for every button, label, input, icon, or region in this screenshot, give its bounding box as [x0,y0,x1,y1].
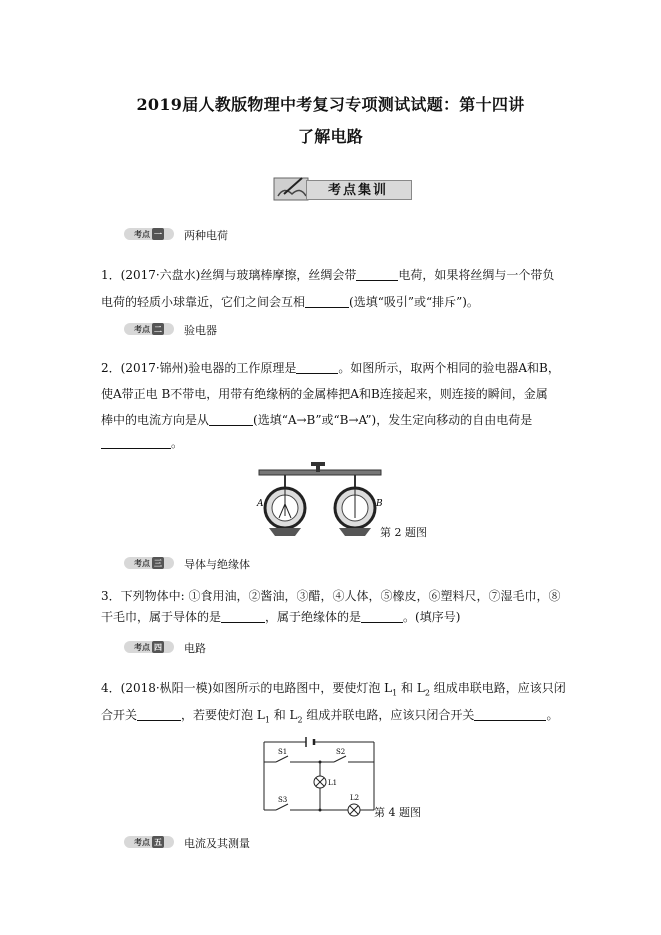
section-label: 两种电荷 [184,229,228,242]
section-tag: 考点 三 [124,557,174,569]
answer-blank[interactable] [474,707,546,721]
section-tag: 考点 二 [124,323,174,335]
electroscope-figure [255,458,385,540]
question-2-line3: 棒中的电流方向是从 (选填“A→B”或“B→A”)，发生定向移动的自由电荷是 [101,413,533,427]
question-1-line2: 电荷的轻质小球靠近，它们之间会互相 (选填“吸引”或“排斥”)。 [101,295,479,309]
answer-blank[interactable] [361,609,403,623]
question-2-line4: 。 [101,432,183,454]
electroscope-label-a: A [257,499,264,509]
answer-blank[interactable] [305,294,349,308]
answer-blank[interactable] [356,267,398,281]
figure-2-caption: 第 2 题图 [380,526,427,539]
section-label: 验电器 [184,324,217,337]
switch-s2-label: S2 [336,748,346,756]
section-label: 导体与绝缘体 [184,558,250,571]
question-2-line2: 使A带正电 B不带电，用带有绝缘柄的金属棒把A和B连接起来，则连接的瞬间，金属 [101,387,548,401]
document-title-line2: 了解电路 [297,127,364,146]
answer-blank[interactable] [101,435,171,449]
section-tag: 考点 一 [124,228,174,240]
question-4-line1: 4．(2018·枞阳一模)如图所示的电路图中，要使灯泡 $L_1$ 和 $L_2$ 组成串联电路，应该只闭 [101,681,566,698]
section-banner [272,174,412,202]
answer-blank[interactable] [137,707,181,721]
section-tag: 考点 四 [124,641,174,653]
electroscope-label-b: B [376,499,383,509]
circuit-diagram [258,732,380,820]
answer-blank[interactable] [209,412,253,426]
question-3-line1: 3．下列物体中: ①食用油，②酱油，③醋，④人体，⑤橡皮，⑥塑料尺，⑦湿毛巾，⑧ [101,589,561,603]
question-2-line1: 2．(2017·锦州)验电器的工作原理是 。如图所示，取两个相同的验电器A和B， [101,361,560,375]
section-tag: 考点 五 [124,836,174,848]
question-3-line2: 干毛巾，属于导体的是 ，属于绝缘体的是 。(填序号) [101,610,461,624]
question-1-line1: 1．(2017·六盘水)丝绸与玻璃棒摩擦，丝绸会带 电荷，如果将丝绸与一个带负 [101,268,555,282]
switch-s3-label: S3 [278,796,288,804]
section-label: 电路 [184,642,206,655]
banner-title: 考点集训 [328,183,389,198]
answer-blank[interactable] [221,609,265,623]
lamp-l1-label: L1 [328,779,338,787]
answer-blank[interactable] [296,360,338,374]
lamp-l2-label: L2 [350,794,360,802]
question-4-line2: 合开关 ，若要使灯泡 $L_1$ 和 $L_2$ 组成并联电路，应该只闭合开关 。 [101,708,559,725]
document-title-line1: 2019届人教版物理中考复习专项测试试题：第十四讲 [136,95,525,114]
section-label: 电流及其测量 [184,837,250,850]
figure-4-caption: 第 4 题图 [374,806,421,819]
switch-s1-label: S1 [278,748,288,756]
